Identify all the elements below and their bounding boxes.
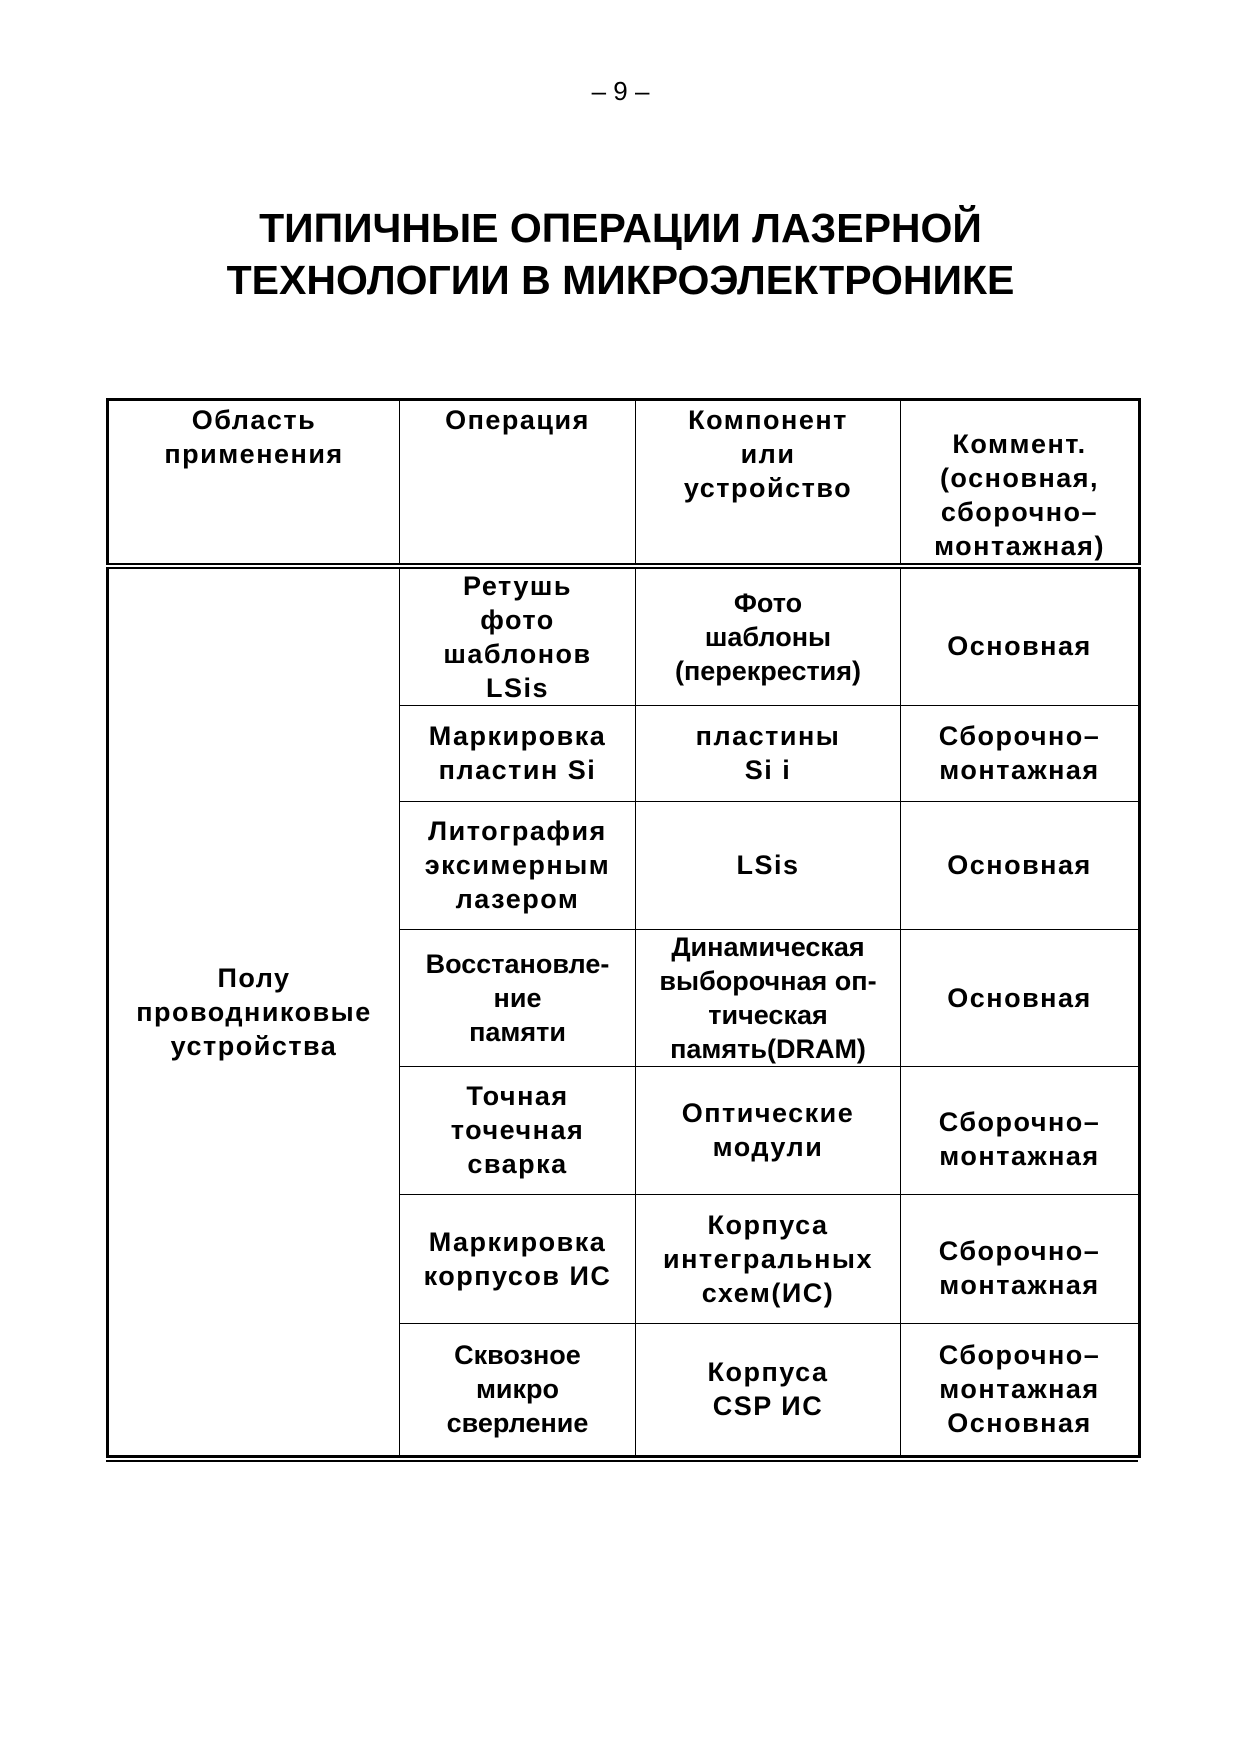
component-cell: Динамическая выборочная оп- тическая память(DRAM) [636, 929, 901, 1066]
operation-cell: Сквозное микро сверление [400, 1323, 636, 1456]
header-area: Область применения [108, 400, 400, 566]
table-row [108, 566, 1140, 706]
operation-cell: Ретушь фото шаблонов LSis [400, 566, 636, 706]
header-component: Компонент или устройство [636, 400, 901, 566]
operation-cell: Точная точечная сварка [400, 1066, 636, 1194]
comment-cell: Сборочно– монтажная [901, 1194, 1140, 1323]
component-cell: Корпуса интегральных схем(ИС) [636, 1194, 901, 1323]
table-header-row [108, 400, 1140, 566]
component-cell: Оптические модули [636, 1066, 901, 1194]
comment-cell: Основная [901, 566, 1140, 706]
title-line-2: ТЕХНОЛОГИИ В МИКРОЭЛЕКТРОНИКЕ [226, 257, 1015, 303]
component-cell: LSis [636, 801, 901, 929]
page-title [0, 202, 1241, 306]
operation-cell: Маркировка корпусов ИС [400, 1194, 636, 1323]
table-bottom-rule [106, 1456, 1138, 1462]
comment-cell: Сборочно– монтажная [901, 705, 1140, 801]
header-comment: Коммент. (основная, сборочно– монтажная) [901, 400, 1140, 566]
comment-cell: Сборочно– монтажная [901, 1066, 1140, 1194]
component-cell: Корпуса CSP ИС [636, 1323, 901, 1456]
component-cell: пластины Si i [636, 705, 901, 801]
operation-cell: Маркировка пластин Si [400, 705, 636, 801]
header-operation: Операция [400, 400, 636, 566]
operation-cell: Литография эксимерным лазером [400, 801, 636, 929]
comment-cell: Основная [901, 929, 1140, 1066]
title-line-1: ТИПИЧНЫЕ ОПЕРАЦИИ ЛАЗЕРНОЙ [259, 205, 982, 251]
operation-cell: Восстановле- ние памяти [400, 929, 636, 1066]
comment-cell: Сборочно– монтажная Основная [901, 1323, 1140, 1456]
operations-table [106, 398, 1141, 1458]
component-cell: Фото шаблоны (перекрестия) [636, 566, 901, 706]
comment-cell: Основная [901, 801, 1140, 929]
area-cell: Полу проводниковые устройства [108, 566, 400, 1457]
page-number: – 9 – [591, 76, 650, 106]
